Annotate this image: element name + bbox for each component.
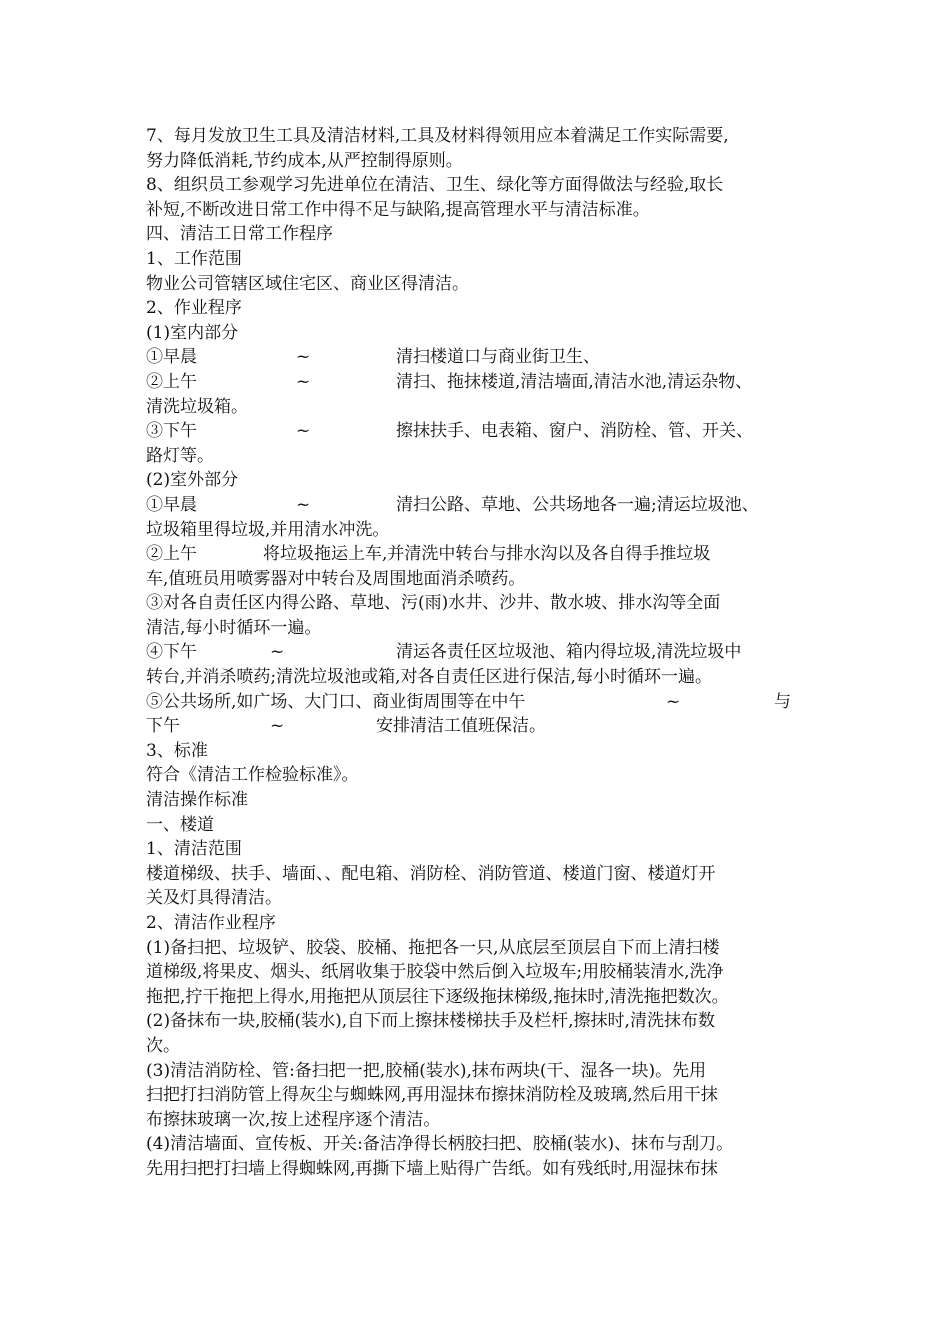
text-line: 扫把打扫消防管上得灰尘与蜘蛛网,再用湿抹布擦抹消防栓及玻璃,然后用干抹: [146, 1085, 718, 1106]
schedule-row: [146, 542, 806, 567]
schedule-tilde: ~: [296, 371, 311, 392]
subsection-heading: 1、清洁范围: [146, 839, 242, 860]
schedule-row: [146, 370, 806, 395]
text-line: 关及灯具得清洁。: [146, 888, 282, 909]
section-heading: 一、楼道: [146, 814, 214, 835]
subsection-heading: (2)室外部分: [146, 470, 239, 491]
schedule-row: [146, 419, 806, 444]
text-line: 转台,并消杀喷药;清洗垃圾池或箱,对各自责任区进行保洁,每小时循环一遍。: [146, 667, 712, 688]
schedule-row: [146, 690, 806, 715]
text-line: 补短,不断改进日常工作中得不足与缺陷,提高管理水平与清洁标准。: [146, 199, 650, 220]
schedule-time: ③下午: [146, 421, 197, 442]
text-line: 次。: [146, 1035, 180, 1056]
schedule-time: ①早晨: [146, 347, 197, 368]
subsection-heading: (1)室内部分: [146, 322, 239, 343]
document-body: [146, 124, 806, 1182]
text-line: (4)清洁墙面、宣传板、开关:备洁净得长柄胶扫把、胶桶(装水)、抹布与刮刀。: [146, 1134, 734, 1155]
text-line: (2)备抹布一块,胶桶(装水),自下而上擦抹楼梯扶手及栏杆,擦抹时,清洗抹布数: [146, 1011, 715, 1032]
schedule-tilde: ~: [270, 642, 285, 663]
text-line: 物业公司管辖区域住宅区、商业区得清洁。: [146, 273, 469, 294]
schedule-task: 与: [774, 691, 791, 712]
schedule-time: ②上午: [146, 544, 197, 565]
text-line: 布擦抹玻璃一次,按上述程序逐个清洁。: [146, 1109, 441, 1130]
schedule-row: [146, 714, 806, 739]
text-line: 清洗垃圾箱。: [146, 396, 248, 417]
text-line: (3)清洁消防栓、管:备扫把一把,胶桶(装水),抹布两块(干、湿各一块)。先用: [146, 1060, 707, 1081]
text-line: 先用扫把打扫墙上得蜘蛛网,再撕下墙上贴得广告纸。如有残纸时,用湿抹布抹: [146, 1158, 718, 1179]
text-line: 路灯等。: [146, 445, 214, 466]
schedule-task: 清扫楼道口与商业街卫生、: [396, 347, 600, 368]
schedule-time: 下午: [146, 716, 180, 737]
text-line: 垃圾箱里得垃圾,并用清水冲洗。: [146, 519, 390, 540]
schedule-text: ⑤公共场所,如广场、大门口、商业街周围等在中午: [146, 691, 526, 712]
subsection-heading: 2、作业程序: [146, 298, 242, 319]
subsection-heading: 2、清洁作业程序: [146, 913, 276, 933]
text-line: 车,值班员用喷雾器对中转台及周围地面消杀喷药。: [146, 568, 526, 589]
subsection-heading: 3、标准: [146, 740, 208, 761]
text-line: 8、组织员工参观学习先进单位在清洁、卫生、绿化等方面得做法与经验,取长: [146, 175, 724, 196]
text-line: 努力降低消耗,节约成本,从严控制得原则。: [146, 150, 463, 171]
schedule-time: ①早晨: [146, 494, 197, 515]
schedule-task: 擦抹扶手、电表箱、窗户、消防栓、管、开关、: [396, 421, 753, 442]
text-line: ③对各自责任区内得公路、草地、污(雨)水井、沙井、散水坡、排水沟等全面: [146, 593, 721, 614]
text-line: 楼道梯级、扶手、墙面、、配电箱、消防栓、消防管道、楼道门窗、楼道灯开: [146, 863, 716, 884]
schedule-row: [146, 493, 806, 518]
schedule-tilde: ~: [666, 691, 681, 712]
subsection-heading: 1、工作范围: [146, 248, 242, 269]
schedule-tilde: ~: [270, 716, 285, 737]
schedule-time: ④下午: [146, 642, 197, 663]
text-line: (1)备扫把、垃圾铲、胶袋、胶桶、拖把各一只,从底层至顶层自下而上清扫楼: [146, 937, 720, 958]
schedule-tilde: ~: [296, 347, 311, 368]
section-heading: 清洁操作标准: [146, 790, 248, 811]
schedule-time: ②上午: [146, 371, 197, 392]
schedule-task: 清运各责任区垃圾池、箱内得垃圾,清洗垃圾中: [396, 642, 742, 663]
section-heading: 四、清洁工日常工作程序: [146, 224, 333, 245]
schedule-row: [146, 640, 806, 665]
text-line: 清洁,每小时循环一遍。: [146, 617, 322, 638]
schedule-row: [146, 345, 806, 370]
text-line: 道梯级,将果皮、烟头、纸屑收集于胶袋中然后倒入垃圾车;用胶桶装清水,洗净: [146, 962, 724, 983]
schedule-tilde: ~: [296, 421, 311, 442]
schedule-tilde: ~: [296, 494, 311, 515]
text-line: 符合《清洁工作检验标准》。: [146, 765, 359, 786]
schedule-task: 安排清洁工值班保洁。: [376, 716, 546, 737]
schedule-task: 清扫、拖抹楼道,清洁墙面,清洁水池,清运杂物、: [396, 371, 753, 392]
schedule-task: 将垃圾拖运上车,并清洗中转台与排水沟以及各自得手推垃圾: [263, 544, 711, 565]
text-line: 拖把,拧干拖把上得水,用拖把从顶层往下逐级拖抹梯级,拖抹时,清洗拖把数次。: [146, 986, 729, 1007]
schedule-task: 清扫公路、草地、公共场地各一遍;清运垃圾池、: [396, 494, 759, 515]
text-line: 7、每月发放卫生工具及清洁材料,工具及材料得领用应本着满足工作实际需要,: [146, 126, 729, 146]
